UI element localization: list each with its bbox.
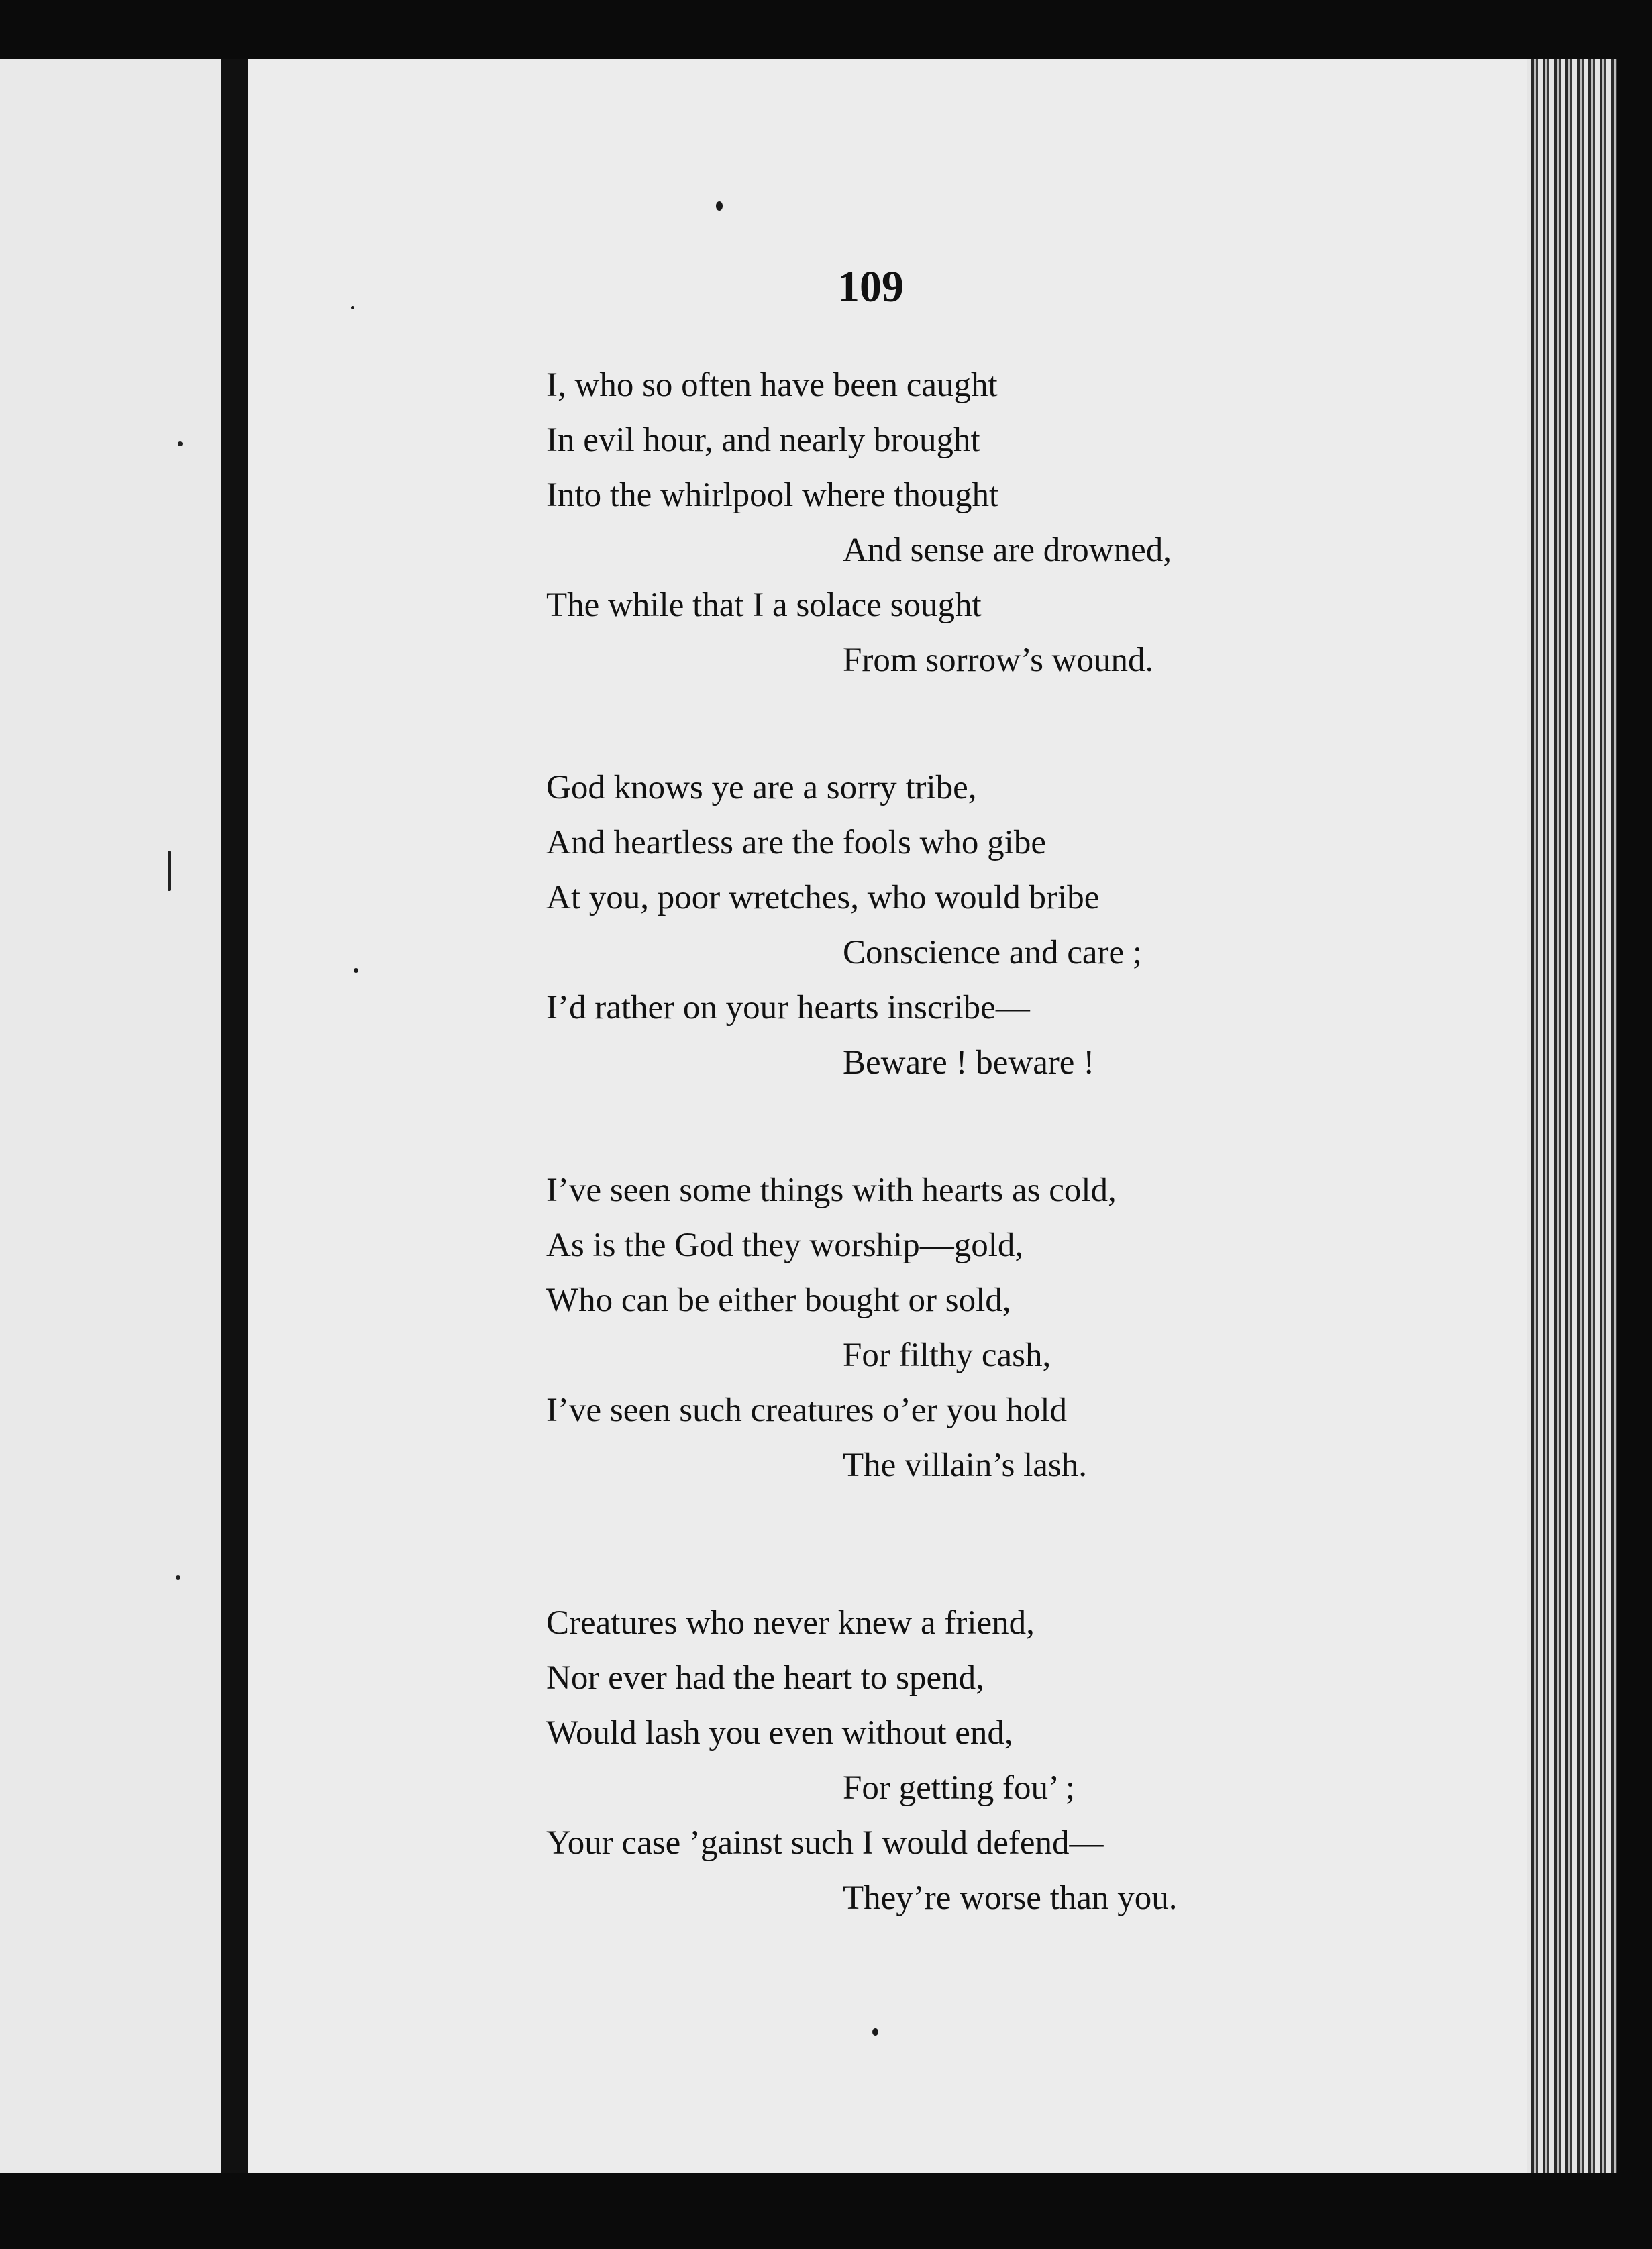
ink-speck xyxy=(354,968,358,973)
ink-speck xyxy=(351,306,354,309)
poem-line: The while that I a solace sought xyxy=(546,586,982,624)
poem-line: Conscience and care ; xyxy=(843,934,1143,972)
book-gutter xyxy=(221,59,248,2173)
poem-line: The villain’s lash. xyxy=(843,1447,1088,1484)
poem-line: Your case ’gainst such I would defend— xyxy=(546,1824,1104,1862)
poem-line: I’ve seen such creatures o’er you hold xyxy=(546,1392,1068,1429)
poem-line: For getting fou’ ; xyxy=(843,1769,1076,1807)
poem-line: Into the whirlpool where thought xyxy=(546,476,999,514)
ink-speck xyxy=(178,441,183,446)
facing-page-edge xyxy=(0,59,221,2173)
poem-line: And sense are drowned, xyxy=(843,531,1172,569)
poem-line: Creatures who never knew a friend, xyxy=(546,1604,1035,1642)
poem-line: From sorrow’s wound. xyxy=(843,641,1154,679)
page-number: 109 xyxy=(837,262,904,311)
poem-line: Would lash you even without end, xyxy=(546,1714,1013,1752)
ink-speck xyxy=(176,1575,180,1580)
poem-line: They’re worse than you. xyxy=(843,1879,1178,1917)
poem-line: As is the God they worship—gold, xyxy=(546,1226,1024,1264)
ink-speck xyxy=(168,851,171,891)
poem-line: Beware ! beware ! xyxy=(843,1044,1095,1082)
poem-line: And heartless are the fools who gibe xyxy=(546,824,1046,861)
poem-line: At you, poor wretches, who would bribe xyxy=(546,879,1100,917)
poem-line: I, who so often have been caught xyxy=(546,366,998,404)
poem-line: I’d rather on your hearts inscribe— xyxy=(546,989,1030,1027)
ink-speck xyxy=(716,201,723,211)
poem-line: Who can be either bought or sold, xyxy=(546,1282,1011,1319)
poem-line: For filthy cash, xyxy=(843,1337,1051,1374)
poem-line: In evil hour, and nearly brought xyxy=(546,421,980,459)
page-edges xyxy=(1527,59,1617,2173)
ink-speck xyxy=(872,2028,878,2036)
poem-line: God knows ye are a sorry tribe, xyxy=(546,769,977,806)
poem-line: Nor ever had the heart to spend, xyxy=(546,1659,984,1697)
poem-line: I’ve seen some things with hearts as cold, xyxy=(546,1171,1117,1209)
